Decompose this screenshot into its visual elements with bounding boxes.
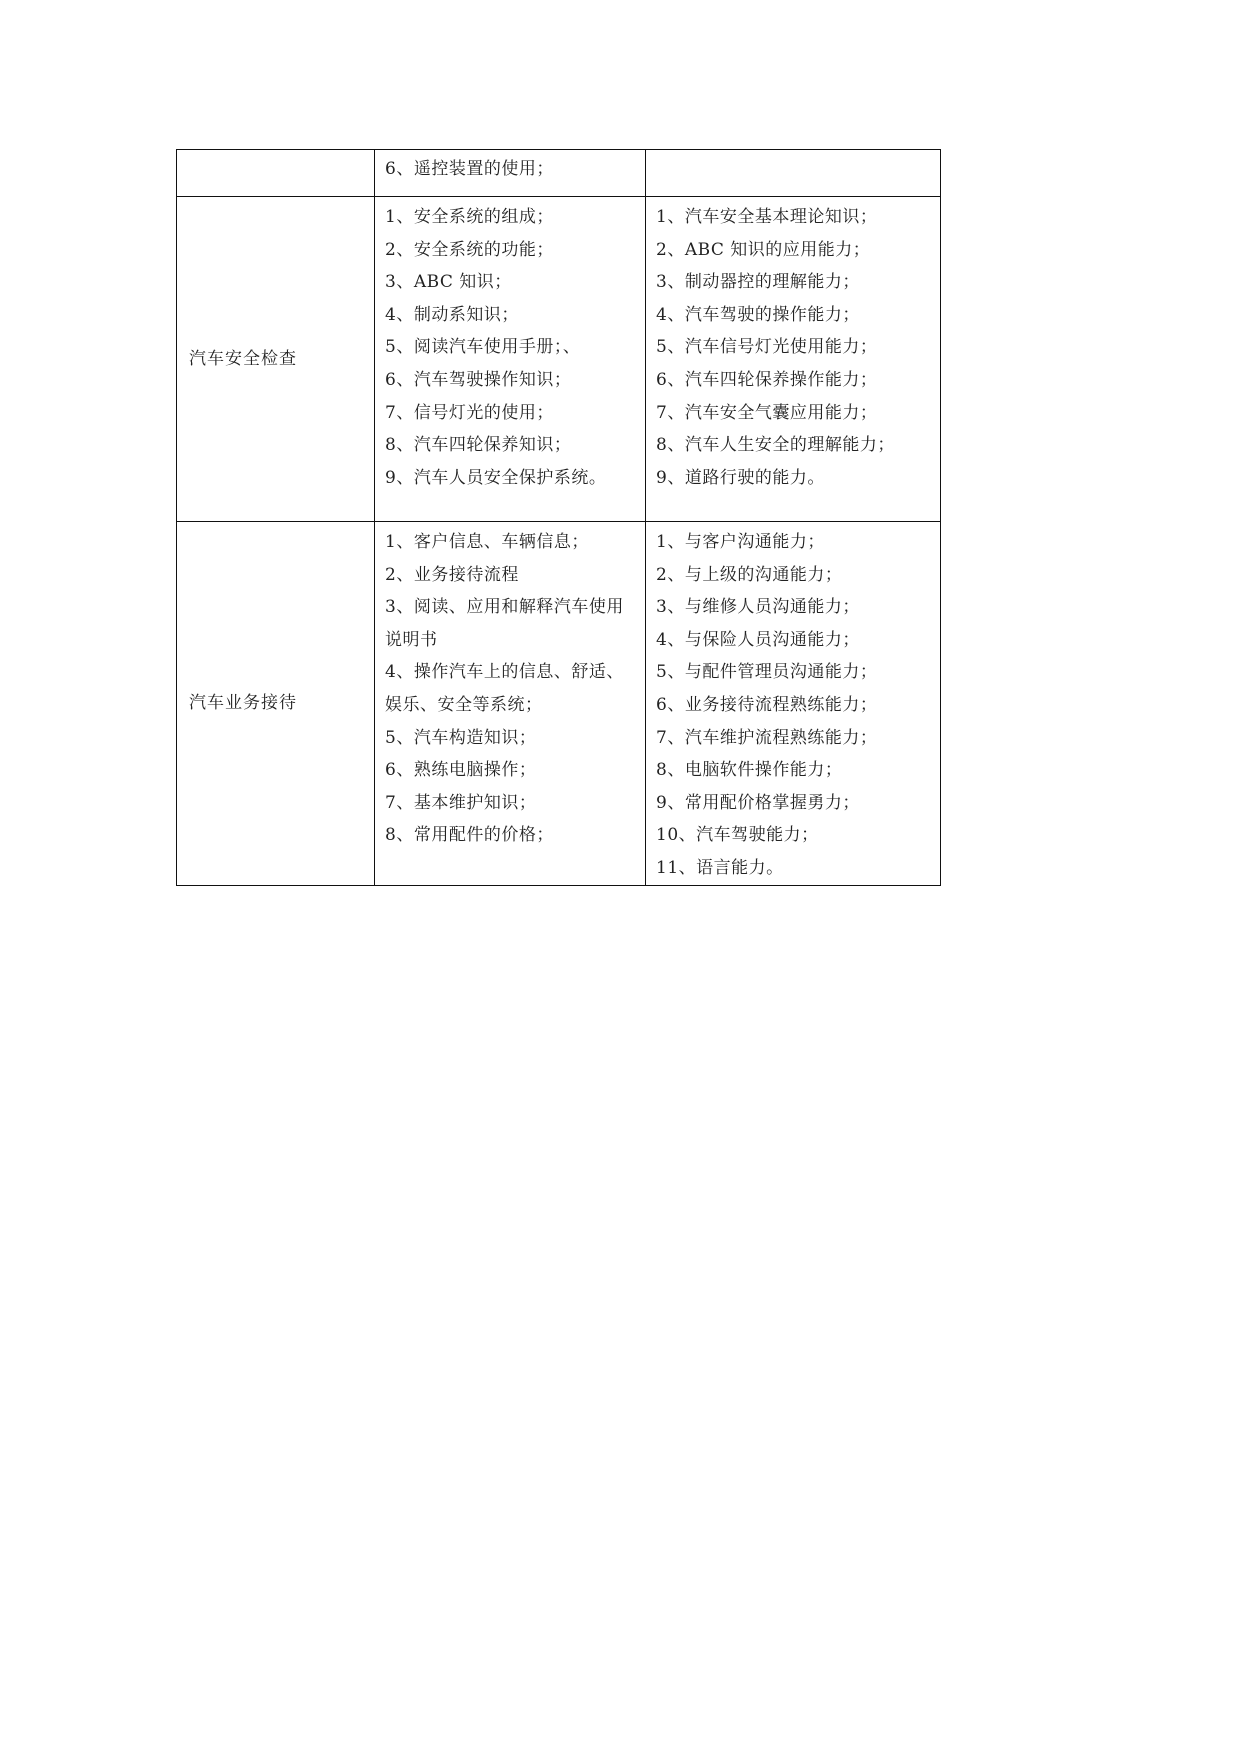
ability-item: 7、汽车维护流程熟练能力； — [656, 727, 878, 748]
knowledge-cell — [375, 522, 646, 886]
knowledge-item: 2、安全系统的功能； — [385, 239, 554, 260]
ability-item: 3、与维修人员沟通能力； — [656, 597, 860, 618]
ability-item: 1、与客户沟通能力； — [656, 532, 825, 552]
ability-item: 11、语言能力。 — [656, 857, 784, 878]
knowledge-item: 6、汽车驾驶操作知识； — [385, 369, 572, 390]
knowledge-item: 7、信号灯光的使用； — [385, 402, 554, 423]
ability-item: 4、汽车驾驶的操作能力； — [656, 304, 860, 325]
knowledge-item: 4、制动系知识； — [385, 304, 519, 325]
category-cell — [177, 150, 375, 197]
ability-item: 6、业务接待流程熟练能力； — [656, 694, 878, 715]
knowledge-item: 4、操作汽车上的信息、舒适、娱乐、安全等系统； — [385, 662, 624, 715]
knowledge-item: 9、汽车人员安全保护系统。 — [385, 467, 607, 488]
category-cell: 汽车安全检查 — [177, 197, 375, 522]
knowledge-item: 6、遥控装置的使用； — [385, 159, 554, 179]
ability-item: 2、ABC 知识的应用能力； — [656, 239, 871, 260]
knowledge-item: 3、ABC 知识； — [385, 272, 512, 293]
ability-item: 7、汽车安全气囊应用能力； — [656, 402, 878, 423]
ability-item: 10、汽车驾驶能力； — [656, 825, 819, 846]
ability-item: 9、常用配价格掌握勇力； — [656, 792, 860, 813]
ability-cell — [646, 197, 941, 522]
knowledge-item: 8、常用配件的价格； — [385, 825, 554, 846]
ability-cell — [646, 522, 941, 886]
ability-item: 9、道路行驶的能力。 — [656, 467, 825, 488]
table-row — [177, 522, 941, 886]
knowledge-item: 2、业务接待流程 — [385, 564, 519, 585]
curriculum-table — [176, 149, 941, 886]
ability-item: 4、与保险人员沟通能力； — [656, 629, 860, 650]
ability-item: 8、电脑软件操作能力； — [656, 760, 843, 781]
table-row — [177, 150, 941, 197]
category-cell: 汽车业务接待 — [177, 522, 375, 886]
knowledge-item: 3、阅读、应用和解释汽车使用说明书 — [385, 597, 624, 650]
ability-item: 5、与配件管理员沟通能力； — [656, 662, 878, 683]
knowledge-item: 8、汽车四轮保养知识； — [385, 435, 572, 456]
ability-item: 1、汽车安全基本理论知识； — [656, 207, 878, 227]
ability-item: 3、制动器控的理解能力； — [656, 272, 860, 293]
table-row — [177, 197, 941, 522]
ability-item: 5、汽车信号灯光使用能力； — [656, 337, 878, 358]
knowledge-item: 1、客户信息、车辆信息； — [385, 532, 589, 552]
knowledge-item: 1、安全系统的组成； — [385, 207, 554, 227]
knowledge-item: 7、基本维护知识； — [385, 792, 537, 813]
ability-item: 8、汽车人生安全的理解能力； — [656, 435, 895, 456]
knowledge-cell — [375, 150, 646, 197]
knowledge-item: 6、熟练电脑操作； — [385, 760, 537, 781]
knowledge-cell — [375, 197, 646, 522]
knowledge-item: 5、阅读汽车使用手册；、 — [385, 337, 581, 358]
ability-cell — [646, 150, 941, 197]
knowledge-item: 5、汽车构造知识； — [385, 727, 537, 748]
ability-item: 2、与上级的沟通能力； — [656, 564, 843, 585]
ability-item: 6、汽车四轮保养操作能力； — [656, 369, 878, 390]
